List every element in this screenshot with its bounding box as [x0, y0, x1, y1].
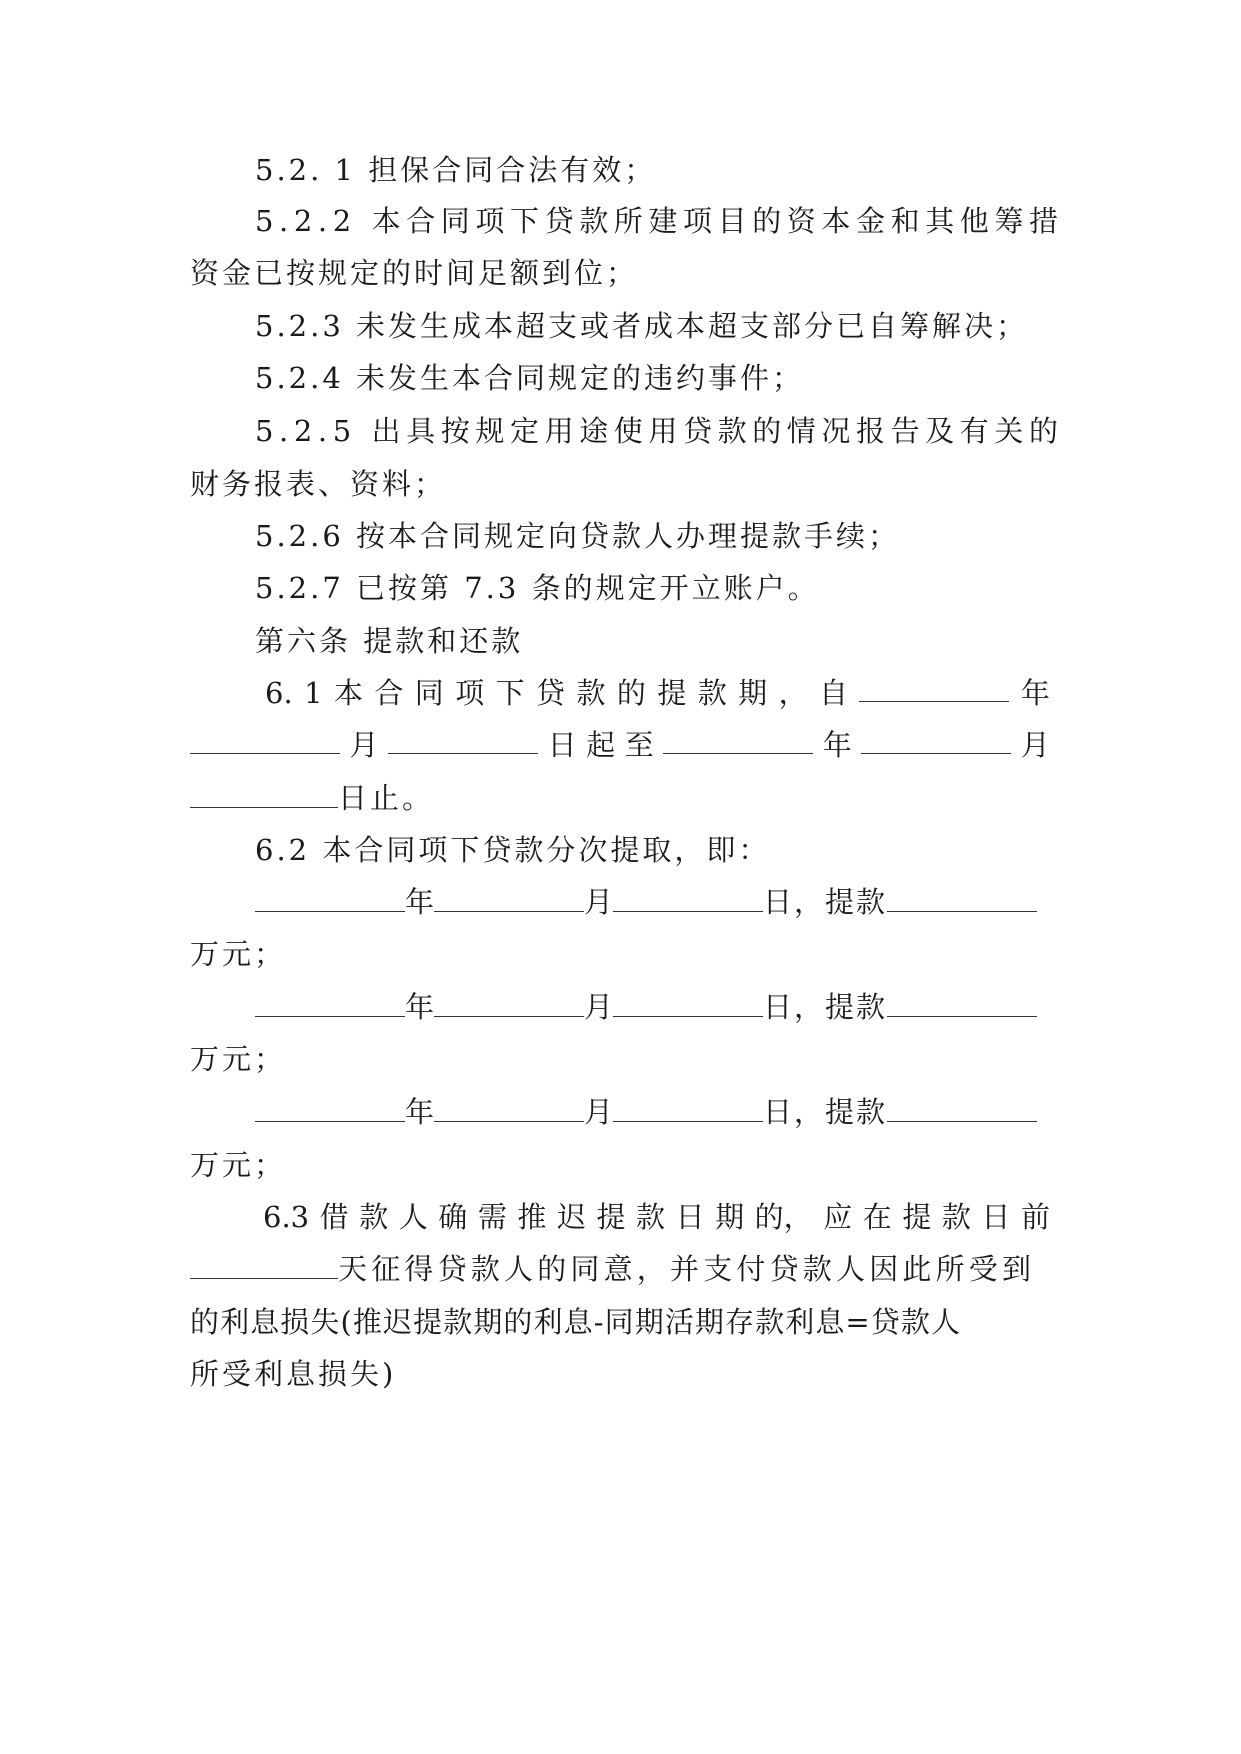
blank-start-month[interactable] — [190, 725, 340, 754]
blank-row1-amount[interactable] — [887, 883, 1037, 912]
blank-row3-amount[interactable] — [887, 1093, 1037, 1122]
drawdown-row-3: 年 月 日，提款 — [255, 1092, 1050, 1132]
blank-row2-month[interactable] — [434, 988, 584, 1017]
drawdown-row-2: 年 月 日，提款 — [255, 987, 1050, 1027]
clause-6-1-line-1: 6. 1 本 合 同 项 下 贷 款 的 提 款 期 ， 自 年 — [265, 673, 1050, 713]
blank-end-month[interactable] — [861, 725, 1011, 754]
blank-row2-amount[interactable] — [887, 988, 1037, 1017]
clause-5-2-4: 5.2.4 未发生本合同规定的违约事件； — [255, 361, 805, 395]
blank-row1-month[interactable] — [434, 883, 584, 912]
blank-start-day[interactable] — [388, 725, 538, 754]
blank-days-notice[interactable] — [190, 1250, 338, 1279]
clause-6-1-number: 6. — [265, 676, 293, 710]
clause-5-2-6: 5.2.6 按本合同规定向贷款人办理提款手续； — [255, 519, 901, 553]
blank-row1-day[interactable] — [613, 883, 763, 912]
clause-6-1-line-2: 月 日 起 至 年 月 — [190, 725, 1050, 765]
clause-6-3-number: 6.3 — [263, 1200, 310, 1234]
drawdown-row-3-unit: 万元； — [190, 1148, 287, 1182]
clause-5-2-2-line-2: 资金已按规定的时间足额到位； — [190, 256, 639, 290]
clause-6-3-line-3: 的利息损失(推迟提款期的利息-同期活期存款利息=贷款人 — [190, 1305, 962, 1339]
clause-5-2-1: 5.2. 1 担保合同合法有效； — [255, 153, 657, 187]
clause-5-2-7: 5.2.7 已按第 7.3 条的规定开立账户。 — [255, 571, 820, 605]
clause-5-2-5-line-1: 5.2.5 出具按规定用途使用贷款的情况报告及有关的 — [255, 414, 1064, 448]
blank-end-day[interactable] — [190, 779, 338, 808]
clause-5-2-3: 5.2.3 未发生成本超支或者成本超支部分已自筹解决； — [255, 309, 1029, 343]
blank-row2-day[interactable] — [613, 988, 763, 1017]
blank-row3-year[interactable] — [255, 1093, 405, 1122]
blank-end-year[interactable] — [663, 725, 813, 754]
clause-6-3-line-4: 所受利息损失) — [190, 1357, 397, 1391]
clause-5-2-2-line-1: 5.2.2 本合同项下贷款所建项目的资本金和其他筹措 — [255, 204, 1064, 238]
drawdown-row-1-unit: 万元； — [190, 937, 287, 971]
article-6-heading: 第六条 提款和还款 — [255, 624, 524, 658]
drawdown-row-1: 年 月 日，提款 — [255, 882, 1050, 922]
blank-row3-month[interactable] — [434, 1093, 584, 1122]
blank-start-year[interactable] — [859, 673, 1009, 702]
clause-5-2-5-line-2: 财务报表、资料； — [190, 467, 447, 501]
clause-6-3-line-1: 6.3 借 款 人 确 需 推 迟 提 款 日 期 的， 应 在 提 款 日 前 — [263, 1197, 1050, 1237]
drawdown-row-2-unit: 万元； — [190, 1042, 287, 1076]
clause-6-2-title: 6.2 本合同项下贷款分次提取，即： — [255, 833, 771, 867]
clause-6-1-line-3: 日止。 — [190, 778, 1050, 818]
blank-row3-day[interactable] — [613, 1093, 763, 1122]
clause-6-3-line-2: 天征得贷款人的同意，并支付贷款人因此所受到 — [190, 1249, 1050, 1289]
blank-row1-year[interactable] — [255, 883, 405, 912]
blank-row2-year[interactable] — [255, 988, 405, 1017]
